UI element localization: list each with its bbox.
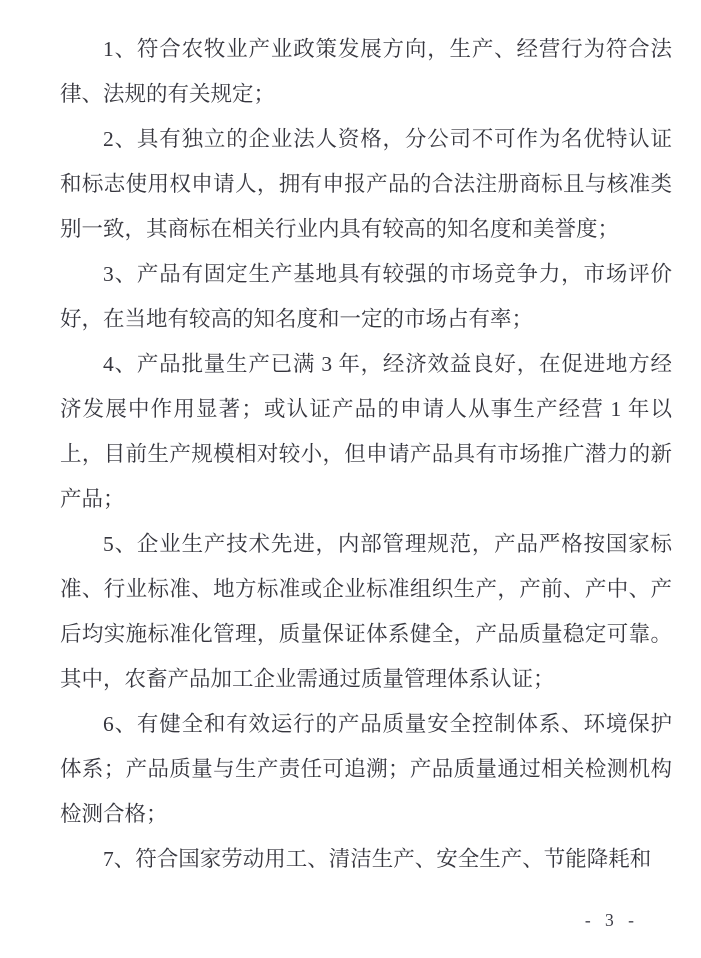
- paragraph-item-4: 4、产品批量生产已满 3 年，经济效益良好，在促进地方经济发展中作用显著；或认证产品的申请人从事生产经营 1 年以上，目前生产规模相对较小，但申请产品具有市场推广潜力的新产品；: [60, 352, 672, 511]
- paragraph-item-1: 1、符合农牧业产业政策发展方向，生产、经营行为符合法律、法规的有关规定；: [60, 37, 672, 106]
- paragraph-item-5: 5、企业生产技术先进，内部管理规范，产品严格按国家标准、行业标准、地方标准或企业标准组织生产，产前、产中、产后均实施标准化管理，质量保证体系健全，产品质量稳定可靠。其中，农畜产品加工企业需通过质量管理体系认证；: [60, 532, 672, 691]
- paragraph-item-3: 3、产品有固定生产基地具有较强的市场竞争力，市场评价好，在当地有较高的知名度和一定的市场占有率；: [60, 262, 672, 331]
- document-body: [60, 27, 672, 882]
- paragraph-item-2: 2、具有独立的企业法人资格，分公司不可作为名优特认证和标志使用权申请人，拥有申报产品的合法注册商标且与核准类别一致，其商标在相关行业内具有较高的知名度和美誉度；: [60, 127, 672, 241]
- paragraph-item-6: 6、有健全和有效运行的产品质量安全控制体系、环境保护体系；产品质量与生产责任可追溯；产品质量通过相关检测机构检测合格；: [60, 712, 672, 826]
- paragraph-item-7: 7、符合国家劳动用工、清洁生产、安全生产、节能降耗和: [103, 847, 652, 871]
- page-number: - 3 -: [584, 910, 639, 930]
